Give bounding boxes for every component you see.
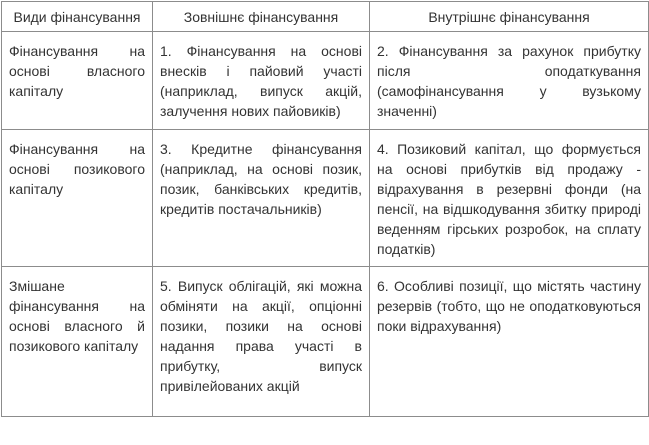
cell-internal-financing: 4. Позиковий капітал, що формується на основі прибутків від продажу - відрахування в резервні фонди (на пенсії, на відшкодування збитку природі веденням гірських розробок, на сплату податків) xyxy=(370,130,649,267)
table-row xyxy=(2,32,649,130)
cell-financing-type: Фінансування на основі власного капіталу xyxy=(2,32,153,130)
cell-external-financing: 3. Кредитне фінансування (наприклад, на основі позик, позик, банківських кредитів, кредитів постачальників) xyxy=(153,130,370,267)
table-header-row xyxy=(2,2,649,32)
cell-external-financing: 5. Випуск облігацій, які можна обміняти на акції, опціонні позики, позики на основі надання права участі в прибутку, випуск привілейованих акцій xyxy=(153,267,370,417)
table-row xyxy=(2,130,649,267)
header-internal-financing: Внутрішнє фінансування xyxy=(370,2,649,32)
table-row xyxy=(2,267,649,417)
financing-table xyxy=(1,1,649,417)
cell-internal-financing: 6. Особливі позиції, що містять частину резервів (тобто, що не оподатковуються поки відрахування) xyxy=(370,267,649,417)
header-financing-types: Види фінансування xyxy=(2,2,153,32)
header-external-financing: Зовнішнє фінансування xyxy=(153,2,370,32)
cell-internal-financing: 2. Фінансування за рахунок прибутку після оподаткування (самофінансування у вузькому значенні) xyxy=(370,32,649,130)
cell-financing-type: Фінансування на основі позикового капіталу xyxy=(2,130,153,267)
cell-external-financing: 1. Фінансування на основі внесків і пайовий участі (наприклад, випуск акцій, залучення нових пайовиків) xyxy=(153,32,370,130)
cell-financing-type: Змішане фінансування на основі власного й позикового капіталу xyxy=(2,267,153,417)
